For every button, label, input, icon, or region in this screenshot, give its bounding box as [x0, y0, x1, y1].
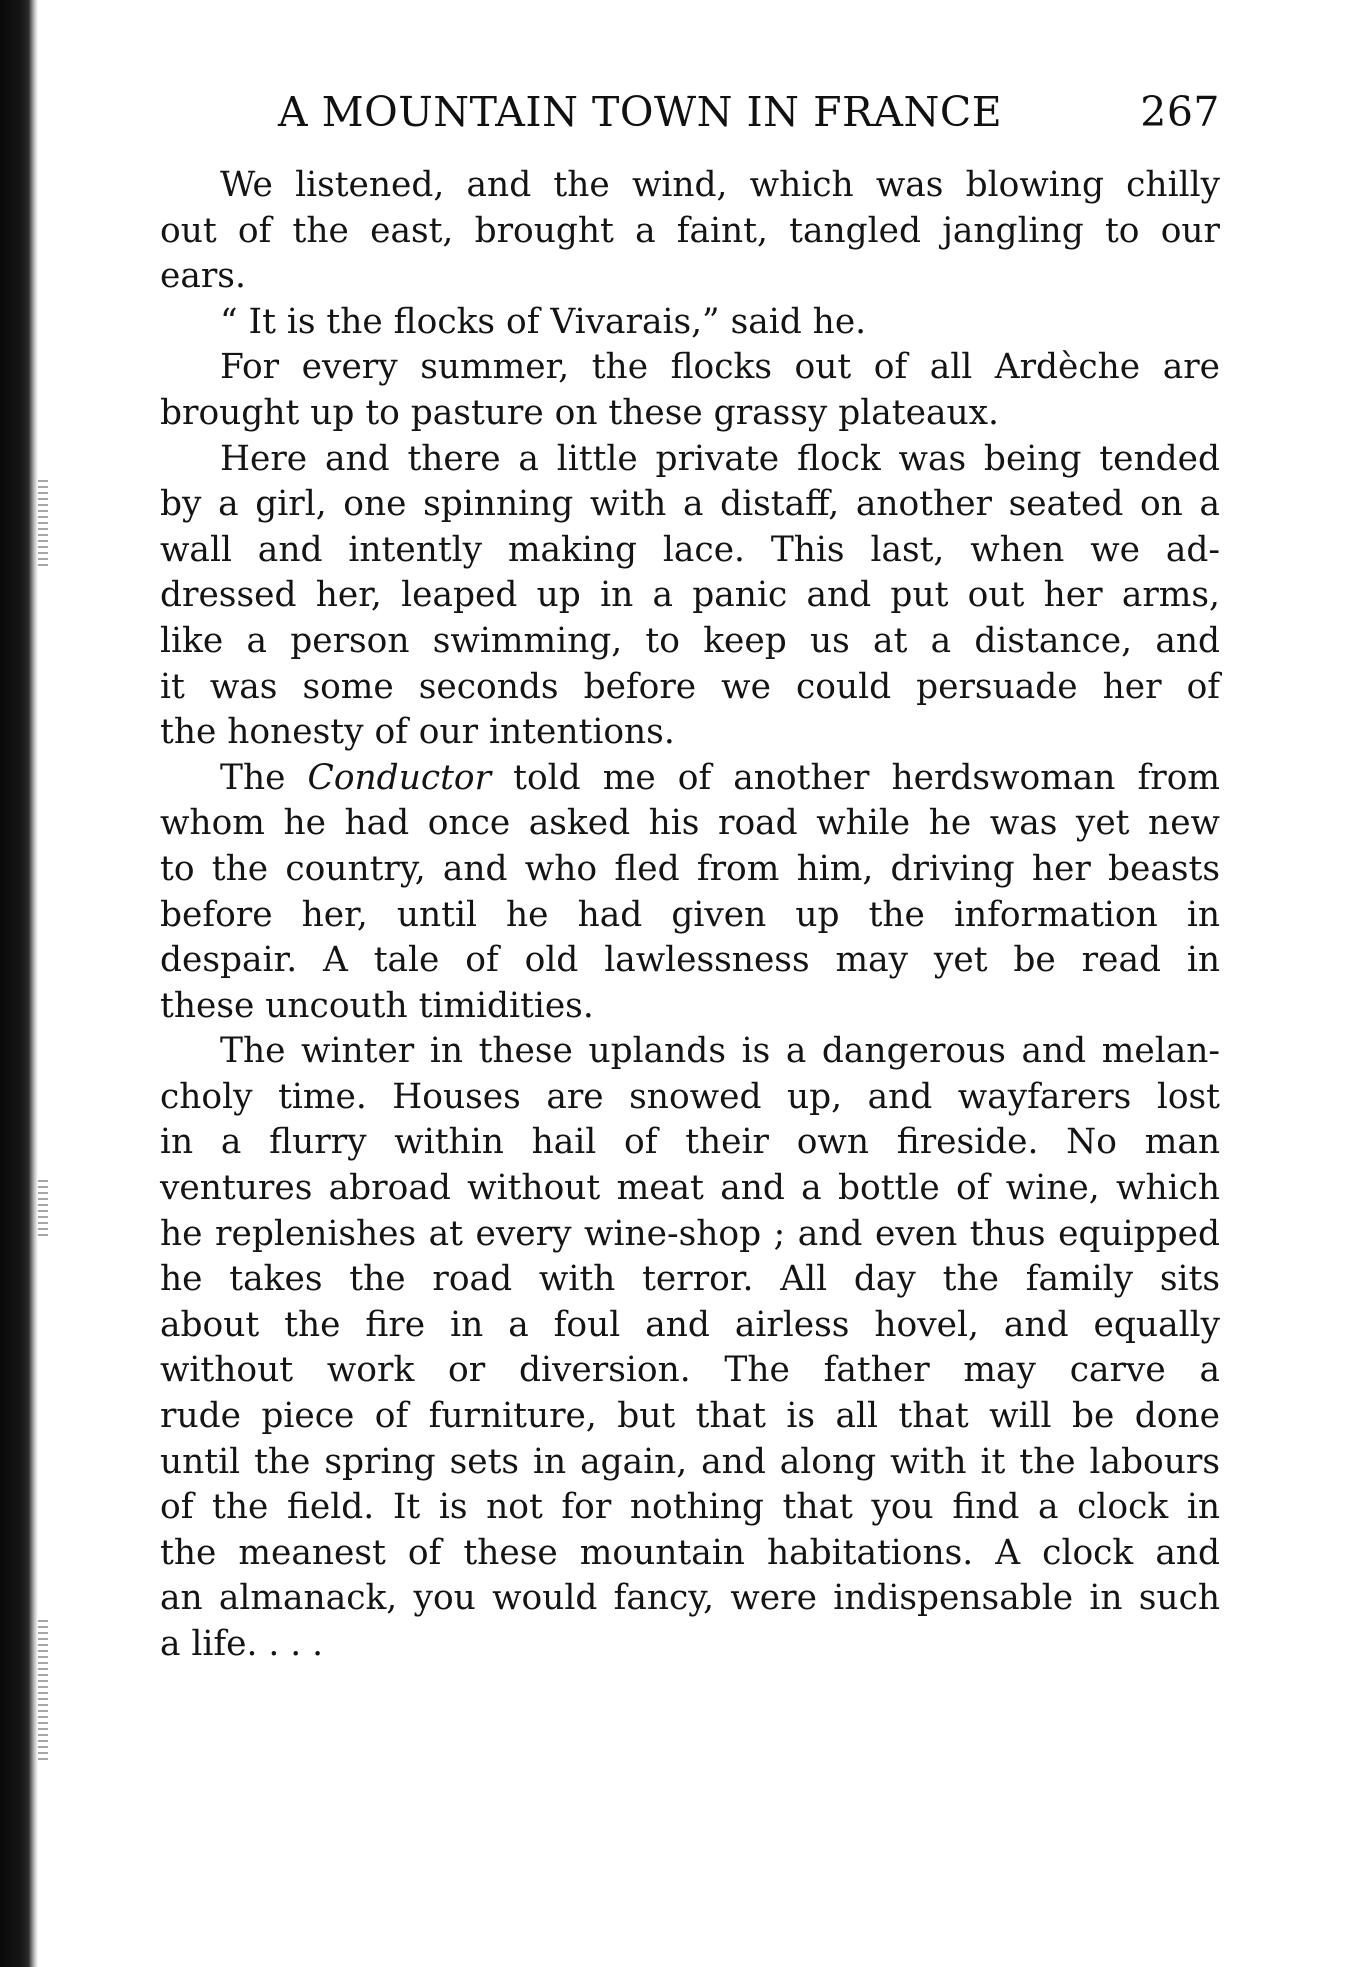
paragraph: [160, 437, 1220, 756]
text-line: out of the east, brought a faint, tangled jangling to our: [160, 210, 1220, 251]
text-line: despair. A tale of old lawlessness may yet be read in: [160, 940, 1220, 981]
paragraph: [160, 300, 1220, 346]
running-head-title: A MOUNTAIN TOWN IN FRANCE: [278, 88, 1003, 136]
paragraph: [160, 345, 1220, 436]
text-line: an almanack, you would fancy, were indispensable in such: [160, 1578, 1220, 1619]
text-line: like a person swimming, to keep us at a distance, and: [160, 620, 1220, 661]
paragraph: [160, 756, 1220, 1030]
text-line: before her, until he had given up the information in: [160, 894, 1220, 935]
text-line: rude piece of furniture, but that is all that will be done: [160, 1396, 1220, 1437]
text-line: brought up to pasture on these grassy plateaux.: [160, 392, 999, 433]
text-line: whom he had once asked his road while he was yet new: [160, 803, 1220, 844]
text-line: The winter in these uplands is a dangerous and melan-: [220, 1031, 1220, 1072]
running-head: [160, 88, 1220, 148]
paragraph: [160, 163, 1220, 300]
text-line: these uncouth timidities.: [160, 985, 594, 1026]
text-line: by a girl, one spinning with a distaff, another seated on a: [160, 484, 1220, 525]
text-line: Here and there a little private flock was being tended: [220, 438, 1220, 479]
text-line: ears.: [160, 256, 246, 297]
text-fragment: The: [220, 757, 308, 798]
text-line: ventures abroad without meat and a bottle of wine, which: [160, 1168, 1220, 1209]
text-line: without work or diversion. The father may carve a: [160, 1350, 1220, 1391]
text-line: [160, 756, 1220, 802]
text-line: For every summer, the flocks out of all Ardèche are: [220, 347, 1220, 388]
text-line: he replenishes at every wine-shop ; and even thus equipped: [160, 1213, 1220, 1254]
binding-smudge: [38, 1620, 48, 1760]
italic-term: Conductor: [307, 757, 492, 798]
binding-smudge: [38, 1180, 48, 1240]
text-fragment: told me of another herdswoman from: [491, 757, 1221, 798]
paragraph: [160, 1029, 1220, 1667]
text-line: “ It is the flocks of Vivarais,” said he.: [220, 301, 867, 342]
page-binding-edge: [0, 0, 38, 1967]
text-line: choly time. Houses are snowed up, and wayfarers lost: [160, 1076, 1220, 1117]
page-number: 267: [1140, 88, 1220, 136]
text-line: the meanest of these mountain habitations. A clock and: [160, 1532, 1220, 1573]
text-line: of the field. It is not for nothing that you find a clock in: [160, 1487, 1220, 1528]
text-line: about the fire in a foul and airless hovel, and equally: [160, 1304, 1220, 1345]
text-line: to the country, and who fled from him, driving her beasts: [160, 848, 1220, 889]
text-line: dressed her, leaped up in a panic and put out her arms,: [160, 575, 1220, 616]
text-line: We listened, and the wind, which was blowing chilly: [220, 165, 1220, 205]
binding-smudge: [38, 480, 48, 570]
text-line: in a flurry within hail of their own fireside. No man: [160, 1122, 1220, 1163]
text-line: wall and intently making lace. This last, when we ad-: [160, 529, 1220, 570]
text-line: the honesty of our intentions.: [160, 712, 675, 753]
text-line: until the spring sets in again, and along with it the labours: [160, 1441, 1220, 1482]
body-text: [160, 163, 1220, 1668]
text-line: a life. . . .: [160, 1624, 324, 1664]
text-line: he takes the road with terror. All day the family sits: [160, 1259, 1220, 1300]
text-line: it was some seconds before we could persuade her of: [160, 666, 1220, 707]
